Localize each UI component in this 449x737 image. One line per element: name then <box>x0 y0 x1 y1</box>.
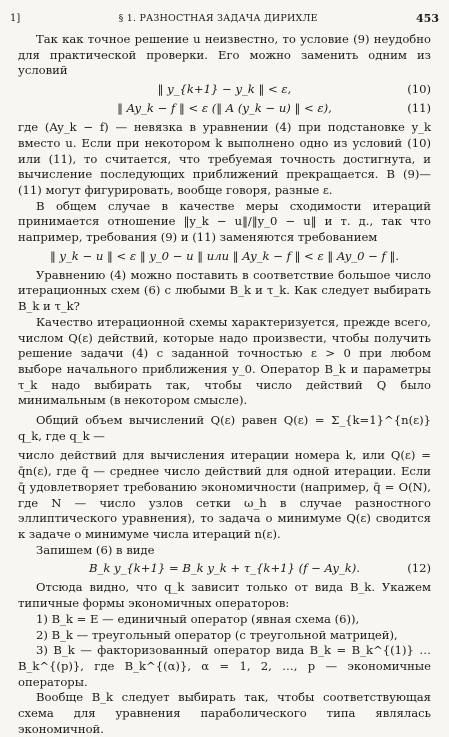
equation-ratio <box>18 249 431 265</box>
list-item: 1) B_k = E — единичный оператор (явная схема (6)), <box>36 611 360 626</box>
list-item: 3) B_k — факторизованный оператор вида B_k = B_k^{(1)} … B_k^{(p)}, где B_k^{(α)}, α = 1, 2, …, p — экономичные операторы. <box>18 643 431 689</box>
paragraph-6: число действий для вычисления итерации номера k, или Q(ε) = q̄n(ε), где q̄ — среднее число действий для одной итерации. Если q̄ удовлетворяет требованию экономичности (например, q̄ = O(N), где N — число узлов сетки ω_h в случае разностного эллиптического уравнения), то задача о минимуме Q(ε) сводится к задаче о минимуме числа итераций n(ε). <box>18 448 431 541</box>
running-header <box>10 10 439 26</box>
equation-12-number: (12) <box>407 561 431 576</box>
equation-10 <box>18 82 431 98</box>
paragraph-6-sum: Общий объем вычислений Q(ε) равен Q(ε) = Σ_{k=1}^{n(ε)} q_k, где q_k — <box>18 413 431 443</box>
body-text <box>18 32 431 737</box>
paragraph-7: Запишем (6) в виде <box>36 542 155 557</box>
equation-11-number: (11) <box>407 101 431 116</box>
list-item: 2) B_k — треугольный оператор (с треугольной матрицей), <box>36 627 398 642</box>
equation-10-body: ‖ y_{k+1} − y_k ‖ < ε, <box>157 82 292 97</box>
paragraph-3: В общем случае в качестве меры сходимости итераций принимается отношение ‖y_k − u‖/‖y_0 − u‖ и т. д., так что например, требования (9) и (11) заменяются требованием <box>18 198 431 245</box>
section-title: § 1. РАЗНОСТНАЯ ЗАДАЧА ДИРИХЛЕ <box>118 12 318 24</box>
equation-ratio-body: ‖ y_k − u ‖ < ε ‖ y_0 − u ‖ или ‖ Ay_k − f ‖ < ε ‖ Ay_0 − f ‖. <box>49 248 400 263</box>
paragraph-4: Уравнению (4) можно поставить в соответствие большое число итерационных схем (6) с любыми B_k и τ_k. Как следует выбирать B_k и τ_k? <box>18 267 431 314</box>
equation-10-number: (10) <box>407 82 431 97</box>
paragraph-1: Так как точное решение u неизвестно, то условие (9) неудобно для практической проверки. Его можно заменить одним из условий <box>18 32 431 78</box>
equation-12 <box>18 561 431 577</box>
equation-12-body: B_k y_{k+1} = B_k y_k + τ_{k+1} (f − Ay_k). <box>89 561 360 576</box>
chapter-mark: 1] <box>10 12 21 24</box>
operator-list <box>18 612 431 691</box>
paragraph-2: где (Ay_k − f) — невязка в уравнении (4) при подстановке y_k вместо u. Если при некотором k выполнено одно из условий (10) или (11), то считается, что требуемая точность достигнута, и вычисление последующих приближений прекращается. В (9)—(11) могут фигурировать, вообще говоря, разные ε. <box>18 120 431 197</box>
equation-11-body: ‖ Ay_k − f ‖ < ε (‖ A (y_k − u) ‖ < ε), <box>117 101 332 116</box>
paragraph-8: Отсюда видно, что q_k зависит только от вида B_k. Укажем типичные формы экономичных операторов: <box>18 580 431 611</box>
paragraph-5: Качество итерационной схемы характеризуется, прежде всего, числом Q(ε) действий, которые надо произвести, чтобы получить решение задачи (4) с заданной точностью ε > 0 при любом выборе начального приближения y_0. Оператор B_k и параметры τ_k надо выбирать так, чтобы число действий Q было минимальным (в некотором смысле). <box>18 314 431 408</box>
paragraph-9: Вообще B_k следует выбирать так, чтобы соответствующая схема для уравнения параболического типа являлась экономичной. <box>18 690 431 736</box>
page-number: 453 <box>416 11 439 25</box>
equation-11 <box>18 101 431 117</box>
